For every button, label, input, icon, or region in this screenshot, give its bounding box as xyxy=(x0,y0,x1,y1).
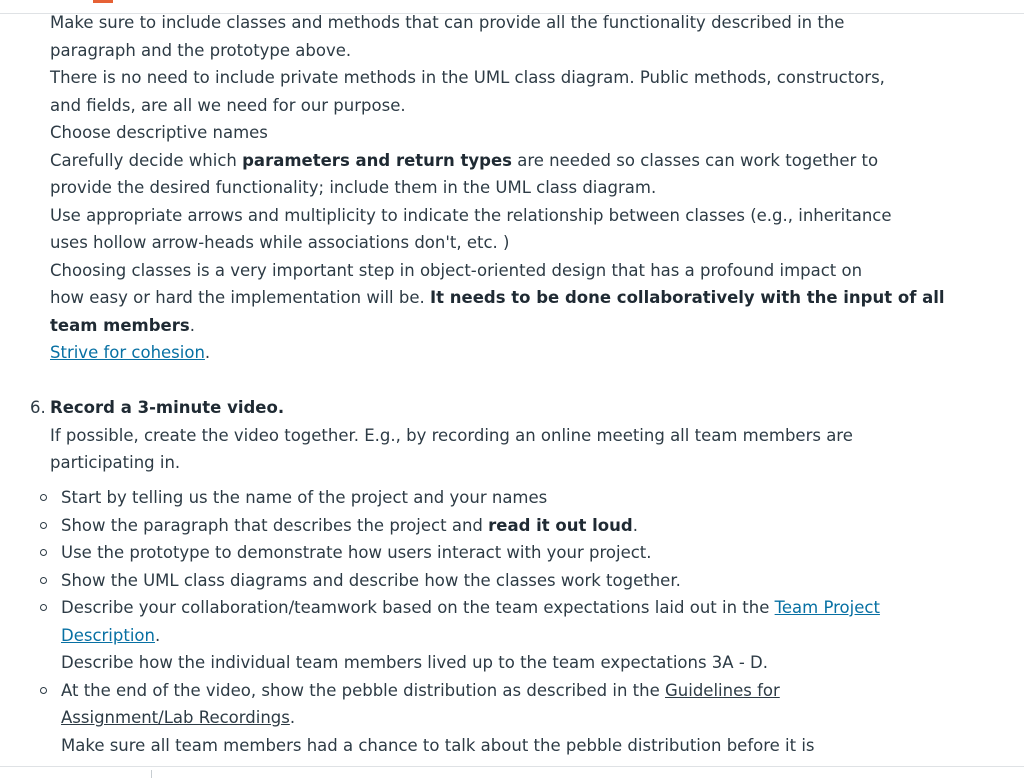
paragraph-line: and fields, are all we need for our purpose. xyxy=(50,95,406,115)
paragraph-line xyxy=(50,339,210,367)
paragraph-line: uses hollow arrow-heads while associations don't, etc. ) xyxy=(50,233,510,252)
paragraph-line: provide the desired functionality; include them in the UML class diagram. xyxy=(50,178,657,197)
bullet-icon xyxy=(40,577,47,584)
step-number: 6. xyxy=(30,398,46,417)
paragraph-line: paragraph and the prototype above. xyxy=(50,40,352,60)
list-item-continuation: Describe how the individual team members lived up to the team expectations 3A - D. xyxy=(61,653,768,672)
list-item: Use the prototype to demonstrate how users interact with your project. xyxy=(61,543,652,562)
recording-guidelines-link[interactable]: Guidelines for xyxy=(665,680,780,700)
strive-for-cohesion-link[interactable]: Strive for cohesion xyxy=(50,343,205,362)
paragraph-line: Make sure to include classes and methods that can provide all the functionality described in the xyxy=(50,13,845,32)
paragraph-line xyxy=(50,147,878,175)
paragraph-line: If possible, create the video together. E.g., by recording an online meeting all team members are xyxy=(50,425,853,445)
text: . xyxy=(632,515,638,535)
list-item: Show the UML class diagrams and describe how the classes work together. xyxy=(61,570,681,590)
bold-text: read it out loud xyxy=(488,515,633,535)
list-item-continuation: Make sure all team members had a chance to talk about the pebble distribution before it is xyxy=(61,735,815,755)
paragraph-line: Choosing classes is a very important step in object-oriented design that has a profound impact on xyxy=(50,260,863,280)
text: . xyxy=(189,315,195,335)
text: . xyxy=(289,708,296,727)
text: Show the paragraph that describes the project and xyxy=(61,515,489,535)
bold-text: team members xyxy=(50,315,190,335)
list-item xyxy=(61,512,638,540)
active-tab-indicator xyxy=(93,0,113,3)
text: how easy or hard the implementation will be. xyxy=(50,288,430,307)
list-item-continuation xyxy=(61,704,295,732)
text: . xyxy=(204,343,211,362)
list-item xyxy=(61,594,880,622)
list-item: Start by telling us the name of the project and your names xyxy=(61,488,548,507)
bullet-icon xyxy=(40,549,47,556)
footer-divider xyxy=(0,766,1024,767)
paragraph-line: participating in. xyxy=(50,453,181,472)
team-project-description-link[interactable]: Team Project xyxy=(774,598,880,617)
paragraph-line xyxy=(50,284,945,312)
bullet-icon xyxy=(40,604,47,611)
list-item xyxy=(61,677,780,705)
text: are needed so classes can work together to xyxy=(512,150,879,170)
team-project-description-link[interactable]: Description xyxy=(61,625,155,645)
step-title xyxy=(50,394,284,422)
paragraph-line: There is no need to include private methods in the UML class diagram. Public methods, constructors, xyxy=(50,68,885,87)
paragraph-line: Use appropriate arrows and multiplicity to indicate the relationship between classes (e.g., inheritance xyxy=(50,205,892,225)
bullet-icon xyxy=(40,687,47,694)
bullet-icon xyxy=(40,522,47,529)
bold-text: parameters and return types xyxy=(242,150,512,170)
footer-separator xyxy=(151,770,152,778)
paragraph-line: Choose descriptive names xyxy=(50,123,268,142)
bullet-icon xyxy=(40,494,47,501)
bold-text: It needs to be done collaboratively with the input of all xyxy=(429,288,945,307)
list-item-continuation xyxy=(61,622,160,650)
paragraph-line xyxy=(50,312,195,340)
text: Carefully decide which xyxy=(50,150,243,170)
recording-guidelines-link[interactable]: Assignment/Lab Recordings xyxy=(61,708,290,727)
text: . xyxy=(154,625,161,645)
bold-text: Record a 3-minute video. xyxy=(50,398,285,417)
text: Describe your collaboration/teamwork based on the team expectations laid out in the xyxy=(61,598,775,617)
text: At the end of the video, show the pebble distribution as described in the xyxy=(61,680,665,700)
